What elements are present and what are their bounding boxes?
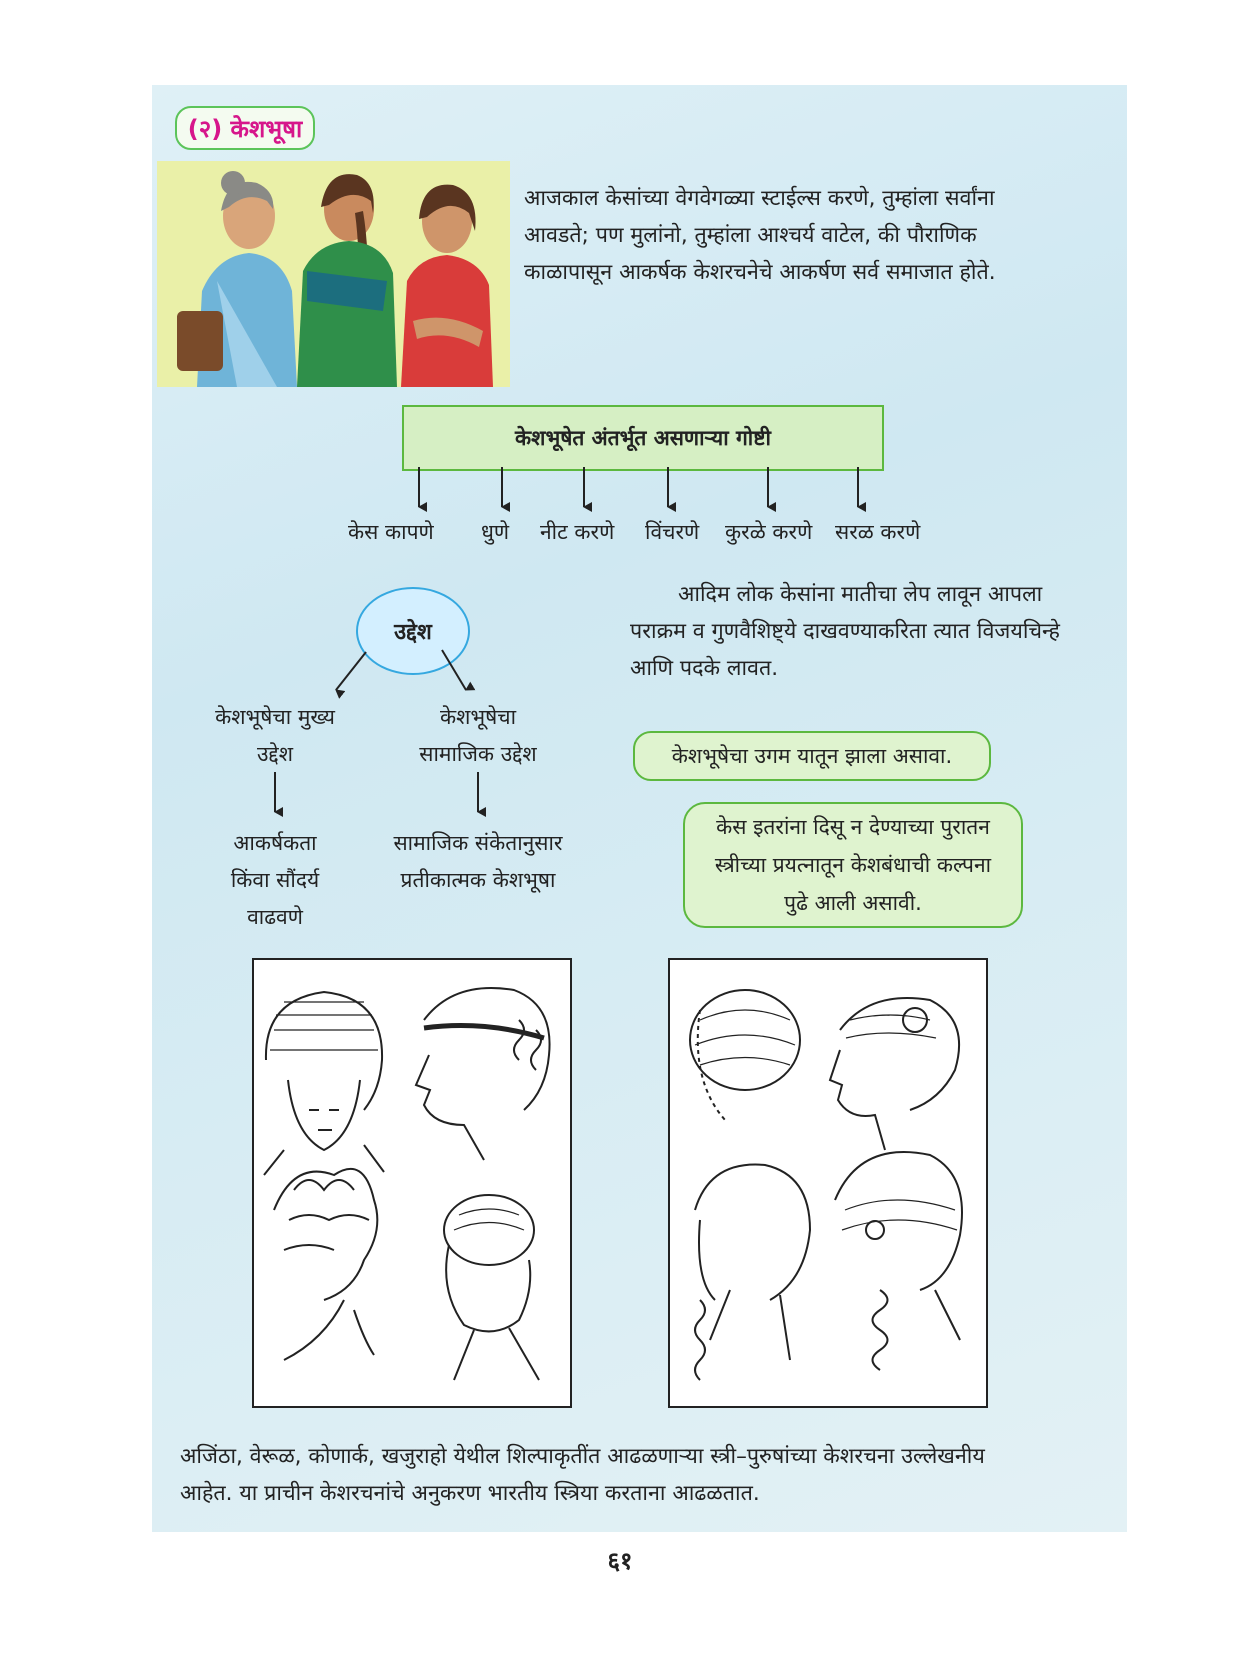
diagram-item: सरळ करणे bbox=[835, 520, 921, 544]
early-paragraph bbox=[630, 576, 1100, 687]
social-purpose-heading bbox=[385, 699, 571, 773]
closing-line: अजिंठा, वेरूळ, कोणार्क, खजुराहो येथील शिल्पाकृतींत आढळणाऱ्या स्त्री–पुरुषांच्या केशरचना उल्लेखनीय bbox=[180, 1444, 985, 1469]
note-line: स्त्रीच्या प्रयत्नातून केशबंधाची कल्पना bbox=[714, 853, 992, 877]
ancient-hairstyles-illustration bbox=[252, 958, 572, 1408]
hair-binding-note bbox=[683, 802, 1023, 928]
intro-paragraph bbox=[524, 180, 1084, 291]
diagram-item: विंचरणे bbox=[645, 520, 700, 544]
text-line: सामाजिक उद्देश bbox=[419, 742, 537, 766]
diagram-item: नीट करणे bbox=[540, 520, 615, 544]
text-line: आकर्षकता bbox=[233, 831, 317, 855]
intro-line: काळापासून आकर्षक केशरचनेचे आकर्षण सर्व समाजात होते. bbox=[524, 260, 996, 285]
text-line: प्रतीकात्मक केशभूषा bbox=[400, 868, 556, 892]
intro-line: आवडते; पण मुलांनो, तुम्हांला आश्चर्य वाटेल, की पौराणिक bbox=[524, 223, 977, 248]
diagram-item: केस कापणे bbox=[348, 520, 434, 544]
bun-hairstyles-illustration bbox=[668, 958, 988, 1408]
text-line: केशभूषेचा मुख्य bbox=[215, 705, 335, 729]
text-line: किंवा सौंदर्य bbox=[230, 868, 320, 892]
diagram-title-box bbox=[402, 405, 884, 471]
diagram-item: कुरळे करणे bbox=[725, 520, 813, 544]
closing-line: आहेत. या प्राचीन केशरचनांचे अनुकरण भारतीय स्त्रिया करताना आढळतात. bbox=[180, 1481, 760, 1506]
diagram-title: केशभूषेत अंतर्भूत असणाऱ्या गोष्टी bbox=[515, 426, 771, 450]
closing-paragraph bbox=[180, 1438, 1105, 1512]
intro-line: आजकाल केसांच्या वेगवेगळ्या स्टाईल्स करणे, तुम्हांला सर्वांना bbox=[524, 186, 995, 211]
early-line: आदिम लोक केसांना मातीचा लेप लावून आपला bbox=[678, 582, 1043, 607]
main-purpose-result bbox=[185, 825, 365, 936]
text-line: केशभूषेचा bbox=[439, 705, 517, 729]
text-line: वाढवणे bbox=[247, 905, 303, 929]
text-line: सामाजिक संकेतानुसार bbox=[393, 831, 563, 855]
origin-note bbox=[633, 731, 991, 781]
social-purpose-result bbox=[370, 825, 586, 899]
diagram-item: धुणे bbox=[481, 520, 510, 544]
note-line: केस इतरांना दिसू न देण्याच्या पुरातन bbox=[716, 815, 990, 839]
main-purpose-heading bbox=[185, 699, 365, 773]
text-line: उद्देश bbox=[257, 742, 293, 766]
three-women-illustration bbox=[157, 161, 510, 387]
origin-note-text: केशभूषेचा उगम यातून झाला असावा. bbox=[671, 744, 953, 768]
early-line: पराक्रम व गुणवैशिष्ट्ये दाखवण्याकरिता त्यात विजयचिन्हे bbox=[630, 619, 1060, 644]
note-line: पुढे आली असावी. bbox=[784, 891, 922, 915]
diagram-arrows bbox=[380, 467, 900, 517]
purpose-label: उद्देश bbox=[394, 620, 432, 645]
early-line: आणि पदके लावत. bbox=[630, 656, 779, 681]
section-heading: (२) केशभूषा bbox=[175, 106, 315, 150]
page-number: ६१ bbox=[607, 1547, 633, 1575]
